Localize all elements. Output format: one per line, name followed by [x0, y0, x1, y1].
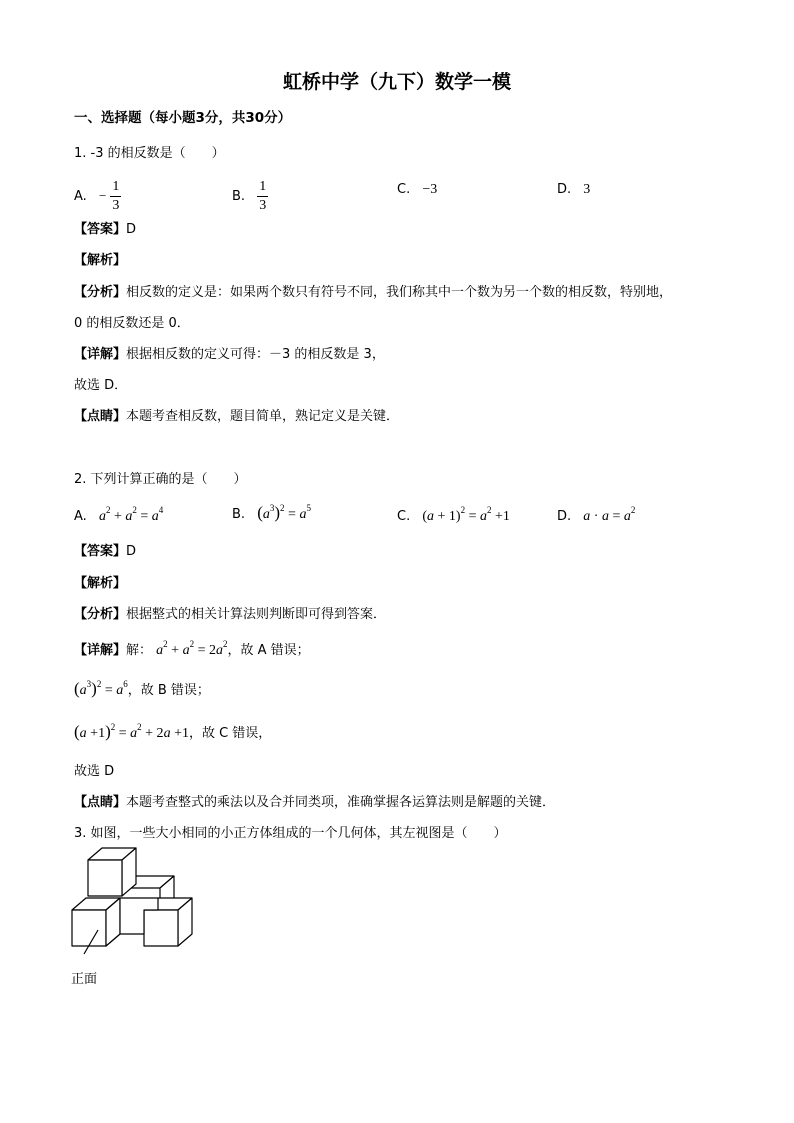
- q1-option-d-value: 3: [583, 182, 591, 197]
- q2-dianjing: [74, 791, 555, 810]
- q1-answer: [74, 218, 136, 237]
- q2-conclusion: 故选 D: [74, 764, 115, 779]
- q2-option-b-formula: $(a^3)^2 = a^5$: [257, 503, 311, 522]
- q2-step1-formula: $a^2 + a^2 = 2a^2$: [156, 639, 228, 658]
- q1-xiangjie: [74, 343, 385, 362]
- q1-option-c-label: C.: [397, 182, 411, 197]
- q1-answer-value: D: [126, 222, 137, 237]
- q2-option-a-formula: $a^2 + a^2 = a^4$: [98, 505, 164, 524]
- q1-option-a-fraction: [110, 180, 121, 213]
- q1-fenxi-tag: 【分析】: [74, 285, 127, 300]
- q1-fenxi-line2: 0 的相反数还是 0．: [74, 316, 190, 331]
- page-title: 虹桥中学（九下）数学一模: [282, 71, 511, 93]
- q2-option-c-label: C.: [397, 509, 411, 524]
- q2-dianjing-text: 本题考查整式的乘法以及合并同类项，准确掌握各运算法则是解题的关键．: [126, 795, 556, 810]
- q2-step3-suffix: ，故 C 错误，: [188, 726, 272, 741]
- q1-option-b-fraction: [257, 180, 268, 213]
- q2-option-c-formula: $(a + 1)^2 = a^2 +1$: [422, 505, 510, 524]
- q1-analysis-tag: 【解析】: [74, 253, 127, 268]
- q1-option-a-denominator: 3: [112, 198, 120, 213]
- q1-option-c-value: −3: [422, 182, 438, 197]
- q2-dianjing-tag: 【点睛】: [74, 795, 127, 810]
- q2-option-d-label: D.: [557, 509, 572, 524]
- q1-option-c: [397, 182, 437, 198]
- q2-option-d-formula: $a \cdot a = a^2$: [583, 505, 636, 524]
- q1-xiangjie-text: 根据相反数的定义可得：－3 的相反数是 3，: [126, 347, 385, 362]
- q1-conclusion: 故选 D．: [74, 378, 128, 393]
- q1-stem: 1. -3 的相反数是（ ）: [74, 146, 225, 161]
- q2-step1-suffix: ，故 A 错误；: [227, 643, 310, 658]
- q1-option-b-numerator: 1: [257, 180, 268, 197]
- q2-answer-value: D: [126, 544, 137, 559]
- q2-fenxi-tag: 【分析】: [74, 607, 127, 622]
- q1-option-d: [557, 182, 590, 198]
- q2-answer: [74, 540, 136, 559]
- q2-option-c: [397, 505, 510, 525]
- q2-xiangjie-prefix: 解：: [126, 643, 153, 658]
- section-heading: 一、选择题（每小题3分，共30分）: [74, 110, 292, 126]
- q2-step3: [74, 722, 271, 742]
- q3-cube-figure: [60, 842, 210, 962]
- q1-dianjing-text: 本题考查相反数，题目简单，熟记定义是关键．: [126, 409, 400, 424]
- q2-option-b: [232, 503, 311, 523]
- q1-answer-tag: 【答案】: [74, 222, 127, 237]
- q2-stem: 2. 下列计算正确的是（ ）: [74, 472, 247, 487]
- q2-option-a: [74, 505, 163, 525]
- q2-option-a-label: A.: [74, 509, 87, 524]
- q2-option-b-label: B.: [232, 507, 246, 522]
- q1-option-a-label: A.: [74, 189, 87, 204]
- q1-option-b-denominator: 3: [259, 198, 267, 213]
- q1-dianjing-tag: 【点睛】: [74, 409, 127, 424]
- q1-option-d-label: D.: [557, 182, 572, 197]
- q2-fenxi-text: 根据整式的相关计算法则判断即可得到答案．: [126, 607, 387, 622]
- q1-xiangjie-tag: 【详解】: [74, 347, 127, 362]
- q2-answer-tag: 【答案】: [74, 544, 127, 559]
- q1-option-a-numerator: 1: [110, 180, 121, 197]
- q2-step2-suffix: ，故 B 错误；: [127, 683, 210, 698]
- q2-xiangjie-tag: 【详解】: [74, 643, 127, 658]
- q2-xiangjie: [74, 639, 310, 659]
- q1-fenxi-line1: 相反数的定义是：如果两个数只有符号不同，我们称其中一个数为另一个数的相反数，特别地，: [126, 285, 673, 300]
- q1-option-a-sign: −: [98, 188, 107, 203]
- q2-analysis-tag: 【解析】: [74, 576, 127, 591]
- q2-step2: [74, 679, 210, 699]
- q3-stem: 3. 如图，一些大小相同的小正方体组成的一个几何体，其左视图是（ ）: [74, 826, 507, 841]
- q3-figure-label: 正面: [71, 972, 98, 987]
- q2-step2-formula: $(a^3)^2 = a^6$: [74, 679, 128, 698]
- q2-fenxi: [74, 603, 386, 622]
- q1-option-b: [232, 180, 268, 213]
- q1-dianjing: [74, 405, 399, 424]
- q1-option-b-label: B.: [232, 189, 246, 204]
- cube-top: [88, 848, 136, 896]
- q1-option-a: [74, 180, 121, 213]
- q2-step3-formula: $(a +1)^2 = a^2 + 2a +1$: [74, 722, 189, 741]
- q1-fenxi: [74, 281, 672, 300]
- q2-option-d: [557, 505, 635, 525]
